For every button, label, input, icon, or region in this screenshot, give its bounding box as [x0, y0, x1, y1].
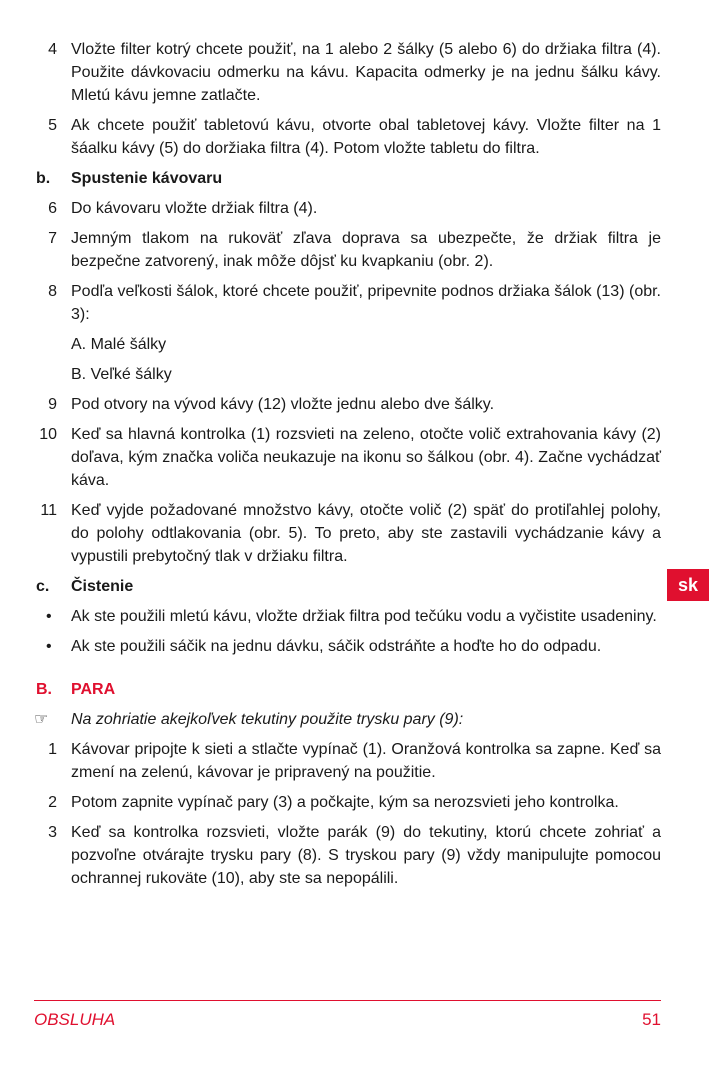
bullet-item: [34, 605, 661, 628]
step-text: Keď sa hlavná kontrolka (1) rozsvieti na zeleno, otočte volič extrahovania kávy (2) doľava, kým značka voliča neukazuje na ikonu so šálkou (obr. 4). Začne vychádzať káva.: [71, 426, 661, 489]
step-text: Vložte filter kotrý chcete použiť, na 1 alebo 2 šálky (5 alebo 6) do držiaka filtra (4). Použite dávkovaciu odmerku na kávu. Kapacita odmerky je na jednu šálku kávy. Mletú kávu jemne zatlačte.: [71, 41, 661, 104]
step-number: 8: [48, 283, 57, 300]
step-number: 10: [39, 426, 57, 443]
step-text: Podľa veľkosti šálok, ktoré chcete použiť, pripevnite podnos držiaka šálok (13) (obr. 3):: [71, 283, 661, 323]
section-letter: B.: [36, 681, 52, 698]
step-number: 9: [48, 396, 57, 413]
step-number: 7: [48, 230, 57, 247]
footer-section-name: OBSLUHA: [34, 1010, 116, 1029]
step-number: 1: [48, 741, 57, 758]
step-number: 6: [48, 200, 57, 217]
sub-item-small-cups: A. Malé šálky: [71, 336, 167, 353]
language-tab: sk: [667, 569, 709, 601]
section-b-heading: [34, 167, 661, 190]
step-5: [34, 114, 661, 160]
step-text: Ak chcete použiť tabletovú kávu, otvorte obal tabletovej kávy. Vložte filter na 1 šáalku kávy (5) do doržiaka filtra (4). Potom vložte tabletu do filtra.: [71, 117, 661, 157]
step-text: Keď vyjde požadované množstvo kávy, otočte volič (2) späť do protiľahlej polohy, do polohy odtlakovania (obr. 5). To preto, aby ste zastavili vychádzanie kávy a vypustili prebytočný tlak v držiaku filtra.: [71, 502, 661, 565]
section-c-heading: [34, 575, 661, 598]
section-para-heading: [34, 678, 661, 701]
bullet-item: [34, 635, 661, 658]
pointing-hand-icon: ☞: [34, 711, 49, 728]
step-number: 4: [48, 41, 57, 58]
bullet-text: Ak ste použili sáčik na jednu dávku, sáčik odstráňte a hoďte ho do odpadu.: [71, 638, 602, 655]
step-8: [34, 280, 661, 326]
step-11: [34, 499, 661, 568]
note-text: Na zohriatie akejkoľvek tekutiny použite trysku pary (9):: [71, 711, 464, 728]
step-number: 2: [48, 794, 57, 811]
step-text: Do kávovaru vložte držiak filtra (4).: [71, 200, 318, 217]
section-letter: c.: [36, 578, 50, 595]
step-text: Kávovar pripojte k sieti a stlačte vypínač (1). Oranžová kontrolka sa zapne. Keď sa zmení na zelenú, kávovar je pripravený na použitie.: [71, 741, 661, 781]
step-number: 3: [48, 824, 57, 841]
section-title: Spustenie kávovaru: [71, 170, 223, 187]
step-number: 5: [48, 117, 57, 134]
bullet-text: Ak ste použili mletú kávu, vložte držiak filtra pod tečúku vodu a vyčistite usadeniny.: [71, 608, 657, 625]
step-number: 11: [40, 502, 57, 519]
sub-item-large-cups: B. Veľké šálky: [71, 366, 172, 383]
bullet-icon: •: [46, 608, 52, 625]
step-6: [34, 197, 661, 220]
section-title: PARA: [71, 681, 116, 698]
step-4: [34, 38, 661, 107]
step-9: [34, 393, 661, 416]
manual-content: [34, 38, 661, 890]
tip-note: [34, 708, 661, 731]
step-text: Pod otvory na vývod kávy (12) vložte jednu alebo dve šálky.: [71, 396, 495, 413]
para-step-3: [34, 821, 661, 890]
step-text: Jemným tlakom na rukoväť zľava doprava sa ubezpečte, že držiak filtra je bezpečne zatvorený, inak môže dôjsť ku kvapkaniu (obr. 2).: [71, 230, 661, 270]
section-letter: b.: [36, 170, 51, 187]
step-10: [34, 423, 661, 492]
footer-divider: [34, 1000, 661, 1001]
step-text: Potom zapnite vypínač pary (3) a počkajte, kým sa nerozsvieti jeho kontrolka.: [71, 794, 619, 811]
section-title: Čistenie: [71, 578, 134, 595]
bullet-icon: •: [46, 638, 52, 655]
page-number: 51: [642, 1010, 661, 1029]
para-step-2: [34, 791, 661, 814]
step-7: [34, 227, 661, 273]
step-text: Keď sa kontrolka rozsvieti, vložte parák (9) do tekutiny, ktorú chcete zohriať a pozvoľne otvárajte trysku pary (8). S tryskou pary (9) vždy manipulujte pomocou ochrannej rukoväte (10), aby ste sa nepopálili.: [71, 824, 661, 887]
para-step-1: [34, 738, 661, 784]
